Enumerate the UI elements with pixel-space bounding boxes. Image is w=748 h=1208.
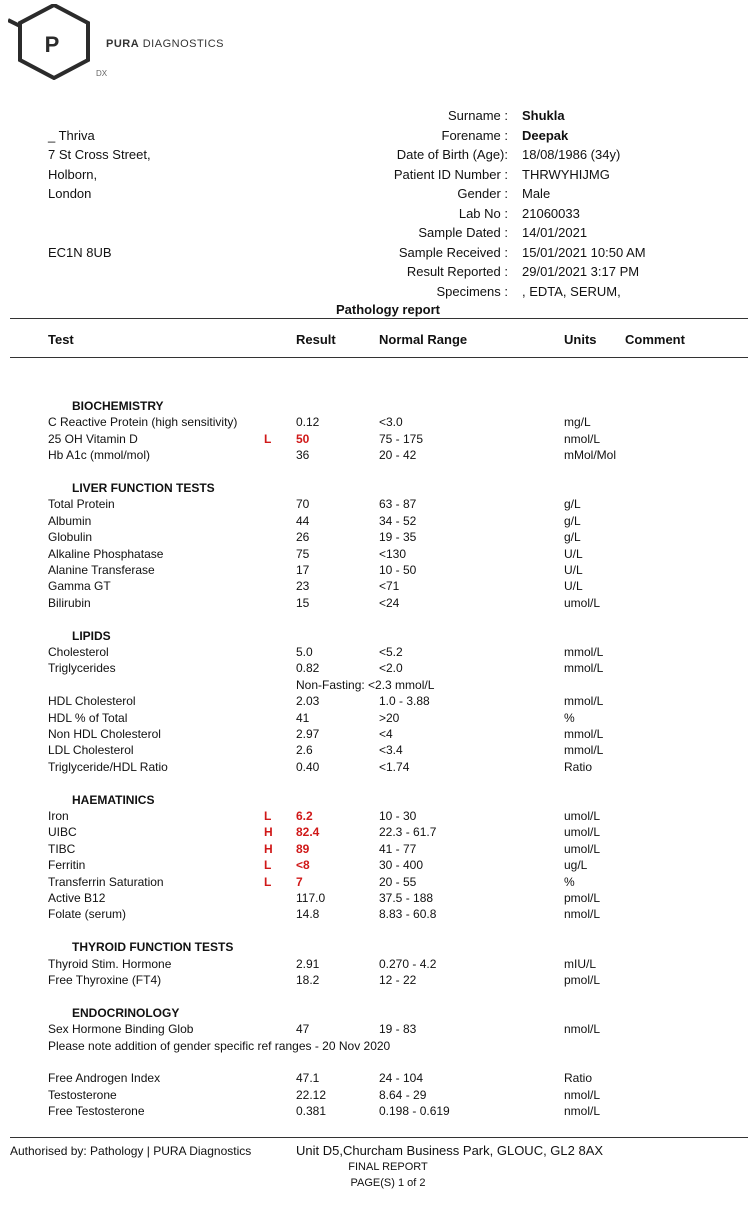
- test-result: 70: [296, 497, 310, 512]
- patient-field-value: Shukla: [522, 108, 565, 123]
- normal-range: 19 - 83: [379, 1022, 417, 1037]
- test-units: pmol/L: [564, 891, 601, 905]
- test-result: 18.2: [296, 973, 320, 987]
- footer-status: FINAL REPORT: [348, 1161, 428, 1173]
- test-units: mmol/L: [564, 743, 604, 758]
- test-result: 17: [296, 563, 310, 577]
- test-units: nmol/L: [564, 907, 601, 922]
- brand-name: [106, 38, 224, 50]
- normal-range: 10 - 50: [379, 563, 417, 577]
- test-units: umol/L: [564, 809, 601, 823]
- patient-field-value: , EDTA, SERUM,: [522, 283, 621, 299]
- header-bottom-rule: [10, 357, 748, 358]
- normal-range: 0.198 - 0.619: [379, 1104, 450, 1119]
- table-note: Please note addition of gender specific ref ranges - 20 Nov 2020: [48, 1038, 391, 1053]
- section-heading: THYROID FUNCTION TESTS: [72, 940, 234, 955]
- test-units: Ratio: [564, 759, 593, 774]
- patient-field-label: Specimens :: [436, 283, 508, 299]
- test-name: Thyroid Stim. Hormone: [48, 956, 172, 971]
- patient-field-value: 18/08/1986 (34y): [522, 147, 621, 162]
- abnormal-flag: L: [264, 858, 272, 873]
- test-units: nmol/L: [564, 431, 601, 446]
- normal-range: 22.3 - 61.7: [379, 825, 437, 840]
- test-units: mmol/L: [564, 727, 604, 741]
- patient-field-value: Male: [522, 186, 551, 201]
- test-name: Iron: [48, 809, 69, 823]
- patient-field-label: Date of Birth (Age):: [396, 147, 508, 162]
- patient-field-label: Sample Dated :: [418, 225, 508, 240]
- test-name: HDL % of Total: [48, 710, 128, 725]
- normal-range: 20 - 55: [379, 874, 417, 889]
- test-name: Cholesterol: [48, 645, 109, 659]
- test-result: 36: [296, 448, 310, 463]
- test-result: 22.12: [296, 1087, 327, 1102]
- patient-field-value: 15/01/2021 10:50 AM: [522, 244, 646, 260]
- address-line-2: 7 St Cross Street,: [48, 147, 151, 162]
- normal-range: 10 - 30: [379, 809, 417, 823]
- normal-range: 1.0 - 3.88: [379, 694, 430, 709]
- test-result: 82.4: [296, 825, 320, 840]
- test-result: 50: [296, 431, 310, 446]
- patient-field-label: Surname :: [448, 108, 508, 123]
- test-name: Non HDL Cholesterol: [48, 727, 161, 741]
- test-name: Testosterone: [48, 1087, 117, 1102]
- normal-range: 24 - 104: [379, 1071, 424, 1086]
- normal-range: <1.74: [379, 759, 410, 774]
- test-name: Alkaline Phosphatase: [48, 546, 164, 561]
- brand-name-bold: PURA: [106, 38, 140, 50]
- section-heading: LIPIDS: [72, 628, 111, 643]
- test-result: 23: [296, 579, 310, 594]
- normal-range: 19 - 35: [379, 530, 417, 545]
- patient-field-label: Result Reported :: [406, 264, 508, 279]
- test-name: Hb A1c (mmol/mol): [48, 448, 151, 463]
- address-line-1: _ Thriva: [48, 128, 95, 143]
- test-result: 47: [296, 1022, 310, 1037]
- section-heading: LIVER FUNCTION TESTS: [72, 481, 215, 495]
- test-name: HDL Cholesterol: [48, 694, 136, 709]
- normal-range: 37.5 - 188: [379, 891, 434, 905]
- abnormal-flag: L: [264, 874, 272, 889]
- address-line-4: London: [48, 186, 92, 201]
- normal-range: >20: [379, 710, 400, 725]
- test-result: 0.40: [296, 759, 320, 774]
- column-header-units: Units: [564, 332, 597, 347]
- test-units: g/L: [564, 497, 581, 512]
- patient-field-label: Patient ID Number :: [393, 166, 508, 182]
- normal-range: <3.0: [379, 415, 403, 430]
- test-units: ug/L: [564, 858, 588, 873]
- normal-range: <2.0: [379, 661, 403, 676]
- footer-rule: [10, 1137, 748, 1138]
- normal-range: 34 - 52: [379, 513, 417, 528]
- normal-range: <130: [379, 546, 407, 561]
- test-result: 6.2: [296, 809, 313, 823]
- test-units: g/L: [564, 513, 581, 528]
- test-result: 47.1: [296, 1071, 320, 1086]
- normal-range: 63 - 87: [379, 497, 417, 512]
- test-result: 14.8: [296, 907, 320, 922]
- patient-field-label: Lab No :: [458, 205, 508, 221]
- column-header-comment: Comment: [625, 332, 685, 347]
- test-result: 2.91: [296, 956, 320, 971]
- test-name: Active B12: [48, 891, 106, 905]
- section-heading: HAEMATINICS: [72, 792, 155, 807]
- test-name: Sex Hormone Binding Glob: [48, 1022, 194, 1037]
- test-units: mmol/L: [564, 645, 604, 659]
- test-units: U/L: [564, 563, 583, 577]
- result-note: Non-Fasting: <2.3 mmol/L: [296, 677, 435, 692]
- test-name: Free Thyroxine (FT4): [48, 973, 162, 987]
- footer-pages: PAGE(S) 1 of 2: [350, 1177, 426, 1189]
- test-name: C Reactive Protein (high sensitivity): [48, 415, 238, 430]
- address-postcode: EC1N 8UB: [48, 245, 112, 260]
- test-name: Bilirubin: [48, 595, 91, 610]
- normal-range: 8.83 - 60.8: [379, 907, 437, 922]
- test-units: nmol/L: [564, 1087, 601, 1102]
- test-result: 0.381: [296, 1104, 327, 1119]
- test-result: 89: [296, 841, 310, 856]
- normal-range: <5.2: [379, 645, 403, 659]
- footer-address: Unit D5,Churcham Business Park, GLOUC, GL2 8AX: [296, 1143, 604, 1158]
- test-name: 25 OH Vitamin D: [48, 431, 138, 446]
- test-units: mmol/L: [564, 694, 604, 709]
- normal-range: 0.270 - 4.2: [379, 956, 437, 971]
- test-name: Triglycerides: [48, 661, 116, 676]
- test-name: Folate (serum): [48, 907, 127, 922]
- normal-range: 75 - 175: [379, 431, 424, 446]
- test-result: 2.03: [296, 694, 320, 709]
- patient-field-label: Forename :: [441, 127, 508, 143]
- test-name: Albumin: [48, 513, 92, 528]
- test-name: UIBC: [48, 825, 77, 840]
- normal-range: 20 - 42: [379, 448, 417, 463]
- test-name: Globulin: [48, 530, 93, 545]
- patient-field-value: 29/01/2021 3:17 PM: [522, 264, 640, 279]
- test-result: 75: [296, 546, 310, 561]
- brand-name-rest: DIAGNOSTICS: [139, 38, 225, 50]
- test-units: mg/L: [564, 415, 591, 430]
- test-units: umol/L: [564, 825, 601, 840]
- test-result: 5.0: [296, 645, 313, 659]
- test-units: umol/L: [564, 595, 601, 610]
- test-units: %: [564, 710, 575, 725]
- test-result: 7: [296, 874, 303, 889]
- footer-authorised: Authorised by: Pathology | PURA Diagnostics: [10, 1144, 252, 1158]
- test-units: U/L: [564, 579, 583, 594]
- test-result: 0.82: [296, 661, 320, 676]
- test-result: 2.97: [296, 727, 320, 741]
- patient-field-label: Sample Received :: [398, 244, 508, 260]
- test-name: Free Testosterone: [48, 1104, 145, 1119]
- pura-logo-icon: [8, 4, 108, 80]
- test-name: Gamma GT: [48, 579, 111, 594]
- normal-range: <3.4: [379, 743, 403, 758]
- patient-field-value: Deepak: [522, 127, 569, 143]
- test-name: Total Protein: [48, 497, 115, 512]
- column-header-result: Result: [296, 332, 336, 347]
- normal-range: <24: [379, 595, 400, 610]
- test-result: <8: [296, 858, 310, 873]
- test-name: Transferrin Saturation: [48, 874, 164, 889]
- normal-range: 8.64 - 29: [379, 1087, 427, 1102]
- test-name: Ferritin: [48, 858, 86, 873]
- test-units: %: [564, 874, 575, 889]
- test-result: 26: [296, 530, 310, 545]
- normal-range: <71: [379, 579, 400, 594]
- normal-range: 41 - 77: [379, 841, 417, 856]
- test-name: Triglyceride/HDL Ratio: [48, 759, 168, 774]
- test-result: 0.12: [296, 415, 320, 430]
- test-name: Free Androgen Index: [48, 1071, 161, 1086]
- abnormal-flag: L: [264, 809, 272, 823]
- test-units: umol/L: [564, 841, 601, 856]
- address-line-3: Holborn,: [48, 167, 98, 182]
- test-result: 44: [296, 513, 310, 528]
- abnormal-flag: H: [264, 841, 273, 856]
- test-result: 15: [296, 595, 310, 610]
- column-header-range: Normal Range: [379, 332, 468, 347]
- section-heading: BIOCHEMISTRY: [72, 399, 164, 413]
- patient-field-value: 21060033: [522, 205, 580, 221]
- abnormal-flag: L: [264, 431, 272, 446]
- test-result: 2.6: [296, 743, 313, 758]
- report-title: Pathology report: [335, 302, 440, 317]
- normal-range: <4: [379, 727, 393, 741]
- test-result: 41: [296, 710, 310, 725]
- test-units: mMol/Mol: [564, 448, 617, 463]
- header-top-rule: [10, 318, 748, 319]
- test-units: mIU/L: [564, 956, 597, 971]
- test-name: Alanine Transferase: [48, 563, 155, 577]
- test-name: LDL Cholesterol: [48, 743, 134, 758]
- normal-range: 30 - 400: [379, 858, 424, 873]
- test-units: pmol/L: [564, 973, 601, 987]
- column-header-test: Test: [48, 332, 74, 347]
- test-name: TIBC: [48, 841, 76, 856]
- test-units: nmol/L: [564, 1104, 601, 1119]
- test-result: 117.0: [296, 891, 326, 905]
- logo-suffix: DX: [96, 69, 108, 78]
- patient-field-label: Gender :: [457, 186, 508, 201]
- section-heading: ENDOCRINOLOGY: [72, 1005, 180, 1020]
- test-units: g/L: [564, 530, 581, 545]
- abnormal-flag: H: [264, 825, 273, 840]
- patient-field-value: THRWYHIJMG: [522, 166, 610, 182]
- patient-field-value: 14/01/2021: [522, 225, 588, 240]
- logo-letter: P: [44, 32, 60, 57]
- test-units: Ratio: [564, 1071, 593, 1086]
- test-units: nmol/L: [564, 1022, 601, 1037]
- normal-range: 12 - 22: [379, 973, 417, 987]
- test-units: U/L: [564, 546, 583, 561]
- test-units: mmol/L: [564, 661, 604, 676]
